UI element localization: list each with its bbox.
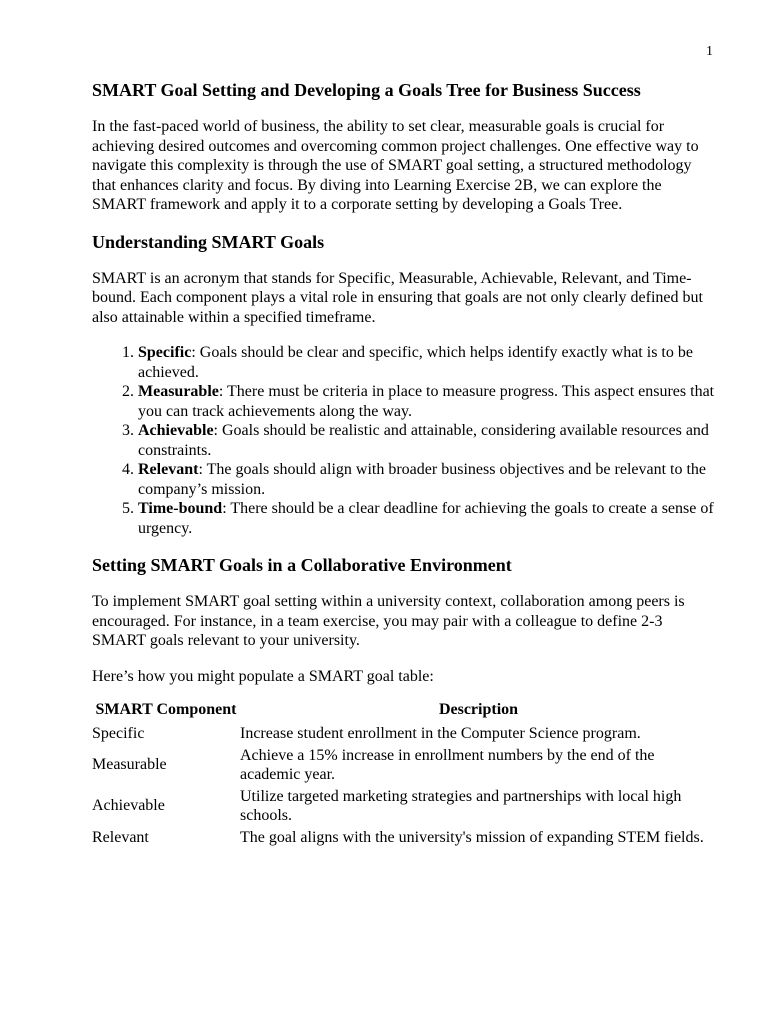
list-item-term: Measurable bbox=[138, 383, 219, 400]
table-cell-description: Increase student enrollment in the Computer Science program. bbox=[240, 725, 641, 742]
list-item bbox=[138, 499, 717, 538]
table-intro-paragraph: Here’s how you might populate a SMART goal table: bbox=[92, 667, 434, 685]
section-heading-understanding: Understanding SMART Goals bbox=[92, 231, 325, 252]
list-item-text: : There must be criteria in place to measure progress. This aspect ensures that you can track achievements along the way. bbox=[138, 383, 715, 420]
list-item-term: Relevant bbox=[138, 461, 199, 478]
smart-components-list bbox=[92, 343, 717, 538]
table-cell-description: The goal aligns with the university's mission of expanding STEM fields. bbox=[240, 828, 704, 846]
table-cell-component: Measurable bbox=[92, 756, 167, 774]
table-header-row bbox=[92, 700, 717, 724]
table-cell-description: Achieve a 15% increase in enrollment numbers by the end of the academic year. bbox=[240, 746, 655, 783]
document-body bbox=[92, 79, 717, 849]
list-item-text: : Goals should be realistic and attainable, considering available resources and constraints. bbox=[138, 422, 709, 459]
document-title: SMART Goal Setting and Developing a Goals Tree for Business Success bbox=[92, 80, 641, 100]
table-cell-component: Specific bbox=[92, 725, 145, 742]
list-item bbox=[138, 343, 717, 382]
smart-goal-table bbox=[92, 700, 717, 849]
collaboration-paragraph: To implement SMART goal setting within a university context, collaboration among peers is encouraged. For instance, in a team exercise, you may pair with a colleague to define 2-3 SMART goals relevant to your university. bbox=[92, 593, 685, 649]
list-item-text: : There should be a clear deadline for achieving the goals to create a sense of urgency. bbox=[138, 500, 714, 537]
list-item bbox=[138, 382, 717, 421]
list-item bbox=[138, 421, 717, 460]
page-number: 1 bbox=[706, 44, 713, 59]
table-row bbox=[92, 787, 717, 828]
table-header-description: Description bbox=[438, 701, 519, 718]
table-row bbox=[92, 746, 717, 787]
table-cell-description: Utilize targeted marketing strategies and partnerships with local high schools. bbox=[240, 787, 682, 824]
list-item bbox=[138, 460, 717, 499]
smart-definition-paragraph: SMART is an acronym that stands for Specific, Measurable, Achievable, Relevant, and Time-bound. Each component plays a vital role in ensuring that goals are not only clearly defined but also attainable within a specified timeframe. bbox=[92, 269, 703, 326]
intro-paragraph: In the fast-paced world of business, the ability to set clear, measurable goals is crucial for achieving desired outcomes and overcoming common project challenges. One effective way to navigate this complexity is through the use of SMART goal setting, a structured methodology that enhances clarity and focus. By diving into Learning Exercise 2B, we can explore the SMART framework and apply it to a corporate setting by developing a Goals Tree. bbox=[92, 118, 699, 213]
table-cell-component: Achievable bbox=[92, 797, 165, 815]
table-header-component: SMART Component bbox=[95, 701, 237, 718]
table-row bbox=[92, 724, 717, 746]
list-item-text: : The goals should align with broader business objectives and be relevant to the company’s mission. bbox=[138, 461, 707, 498]
table-row bbox=[92, 828, 717, 850]
section-heading-collaborative: Setting SMART Goals in a Collaborative Environment bbox=[92, 555, 512, 575]
list-item-term: Time-bound bbox=[138, 500, 223, 517]
table-cell-component: Relevant bbox=[92, 828, 149, 846]
list-item-text: : Goals should be clear and specific, which helps identify exactly what is to be achieved. bbox=[138, 344, 693, 381]
list-item-term: Achievable bbox=[138, 422, 214, 439]
list-item-term: Specific bbox=[138, 344, 192, 361]
